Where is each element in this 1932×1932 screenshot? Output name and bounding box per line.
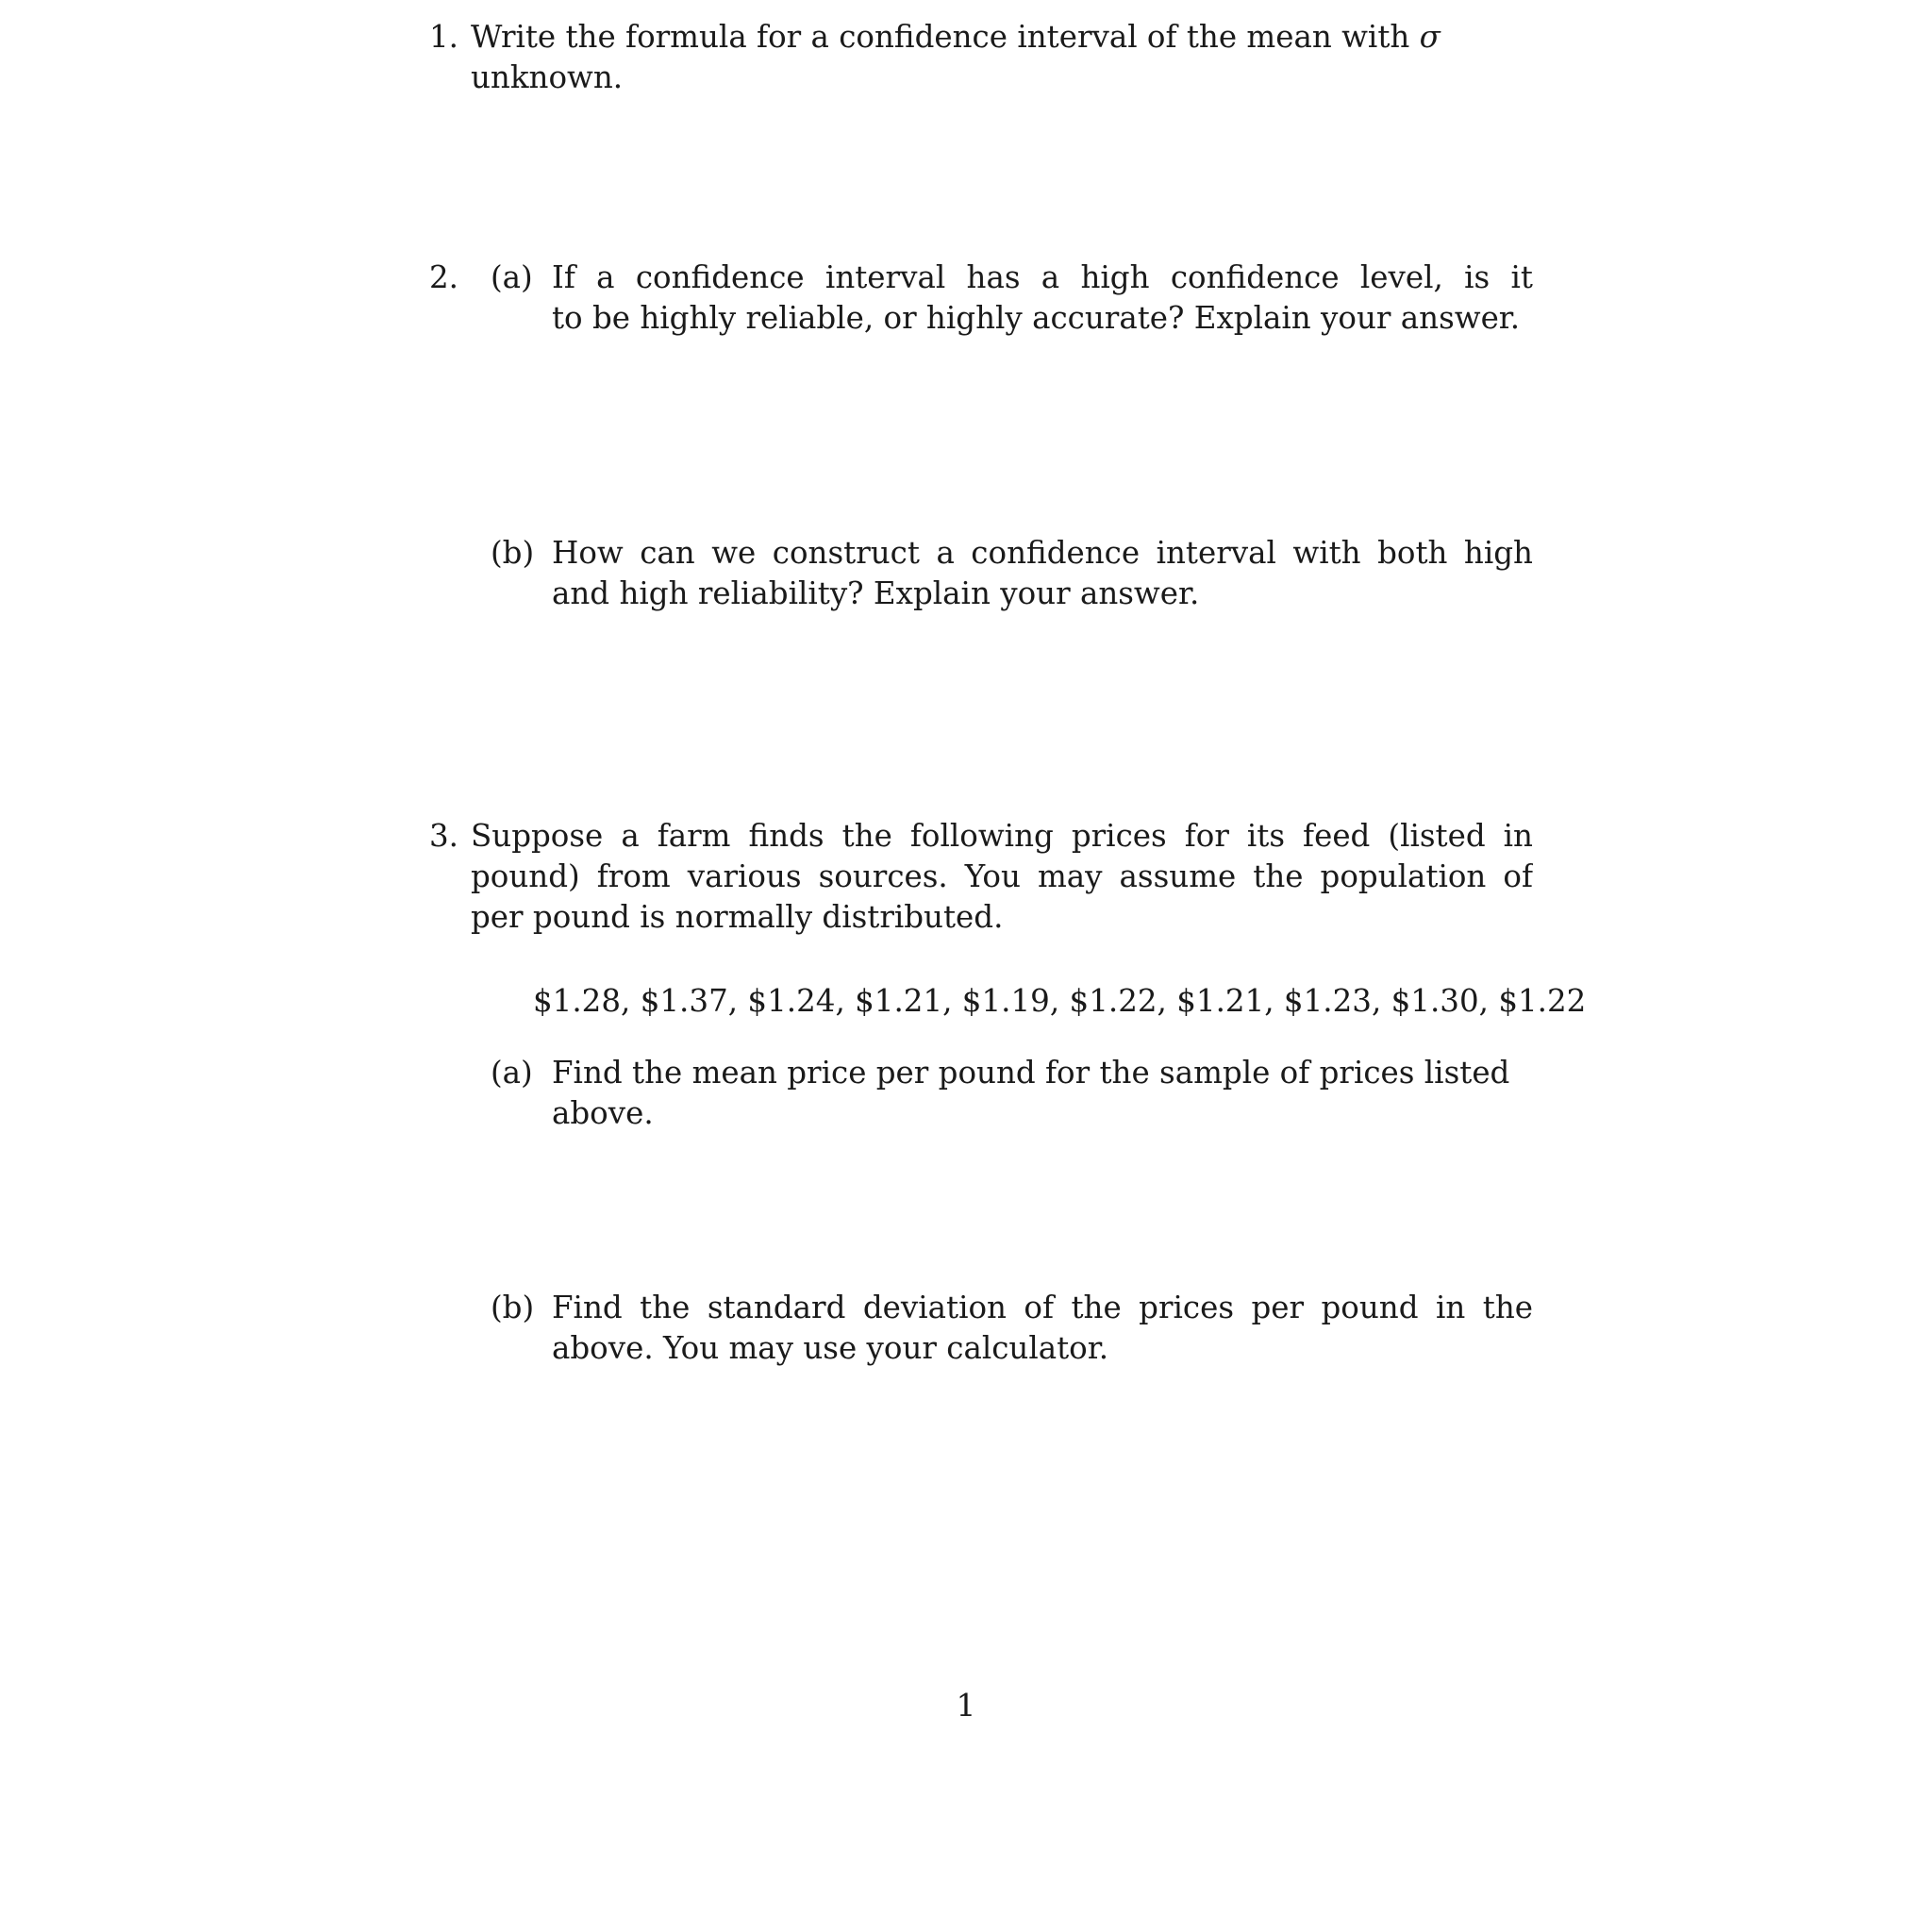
- question-2b-block: [429, 533, 1533, 618]
- question-3-number: 3.: [429, 818, 459, 854]
- sigma-symbol: σ: [1419, 19, 1441, 55]
- question-3a-text: Find the mean price per pound for the sample of prices listed above.: [552, 1055, 1510, 1131]
- question-1-text-after: unknown.: [471, 59, 624, 95]
- page-number: 1: [956, 1688, 976, 1724]
- question-2b-text: [552, 533, 1533, 614]
- question-3b-line-1: Find the standard deviation of the prices per pound in the: [552, 1290, 1533, 1325]
- question-3-line-3: per pound is normally distributed.: [471, 899, 1004, 935]
- question-3a-block: [429, 1053, 1533, 1131]
- question-3-line-1: Suppose a farm finds the following prices for its feed (listed in: [471, 818, 1533, 854]
- question-2b-line-1: How can we construct a confidence interval with both high: [552, 535, 1533, 571]
- question-2: [429, 258, 1533, 342]
- question-3b-text: [552, 1288, 1533, 1369]
- question-3-line-2: pound) from various sources. You may assume the population of: [471, 858, 1533, 894]
- question-2b: [491, 533, 1533, 618]
- question-3a-label: (a): [491, 1055, 533, 1091]
- question-2a-line-1: If a confidence interval has a high confidence level, is it: [552, 259, 1533, 295]
- question-3-text: [471, 816, 1533, 938]
- question-1-number: 1.: [429, 19, 459, 55]
- question-3a: [491, 1053, 1533, 1131]
- question-1-text-before: Write the formula for a confidence interval of the mean with: [471, 19, 1420, 55]
- price-list: $1.28, $1.37, $1.24, $1.21, $1.19, $1.22, $1.21, $1.23, $1.30, $1.22: [533, 983, 1587, 1019]
- question-2a-text: [552, 258, 1533, 339]
- question-2a-label: (a): [491, 259, 533, 295]
- question-1: [429, 17, 1533, 95]
- question-3b-label: (b): [491, 1290, 535, 1325]
- question-3: [429, 816, 1533, 943]
- question-1-text: [471, 17, 1533, 98]
- question-2b-label: (b): [491, 535, 535, 571]
- question-3b-block: [429, 1288, 1533, 1373]
- question-2a: [491, 258, 1533, 342]
- question-3b: [491, 1288, 1533, 1373]
- question-2b-line-2: and high reliability? Explain your answer.: [552, 575, 1200, 611]
- question-2a-line-2: to be highly reliable, or highly accurate? Explain your answer.: [552, 300, 1521, 336]
- question-2-number: 2.: [429, 259, 459, 295]
- price-list-block: [429, 981, 1587, 1024]
- question-3b-line-2: above. You may use your calculator.: [552, 1330, 1109, 1366]
